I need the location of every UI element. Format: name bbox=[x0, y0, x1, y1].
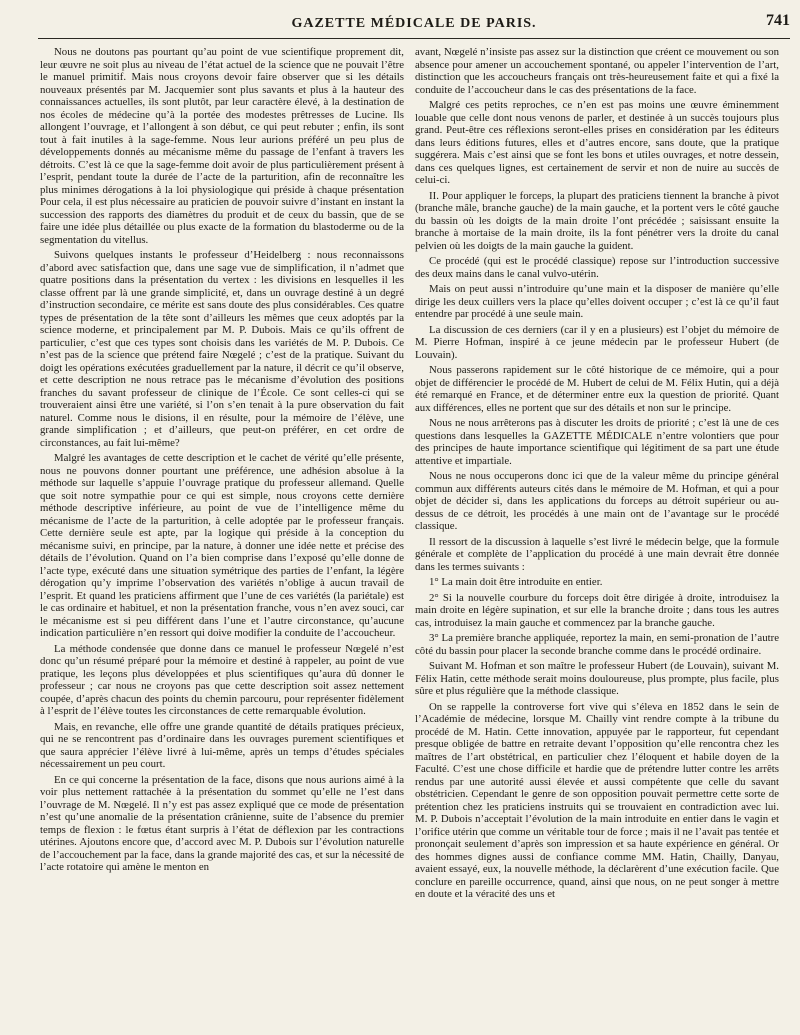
list-item: 1° La main doit être introduite en entier. bbox=[429, 576, 603, 588]
paragraph: Nous ne doutons pas pourtant qu’au point de vue scientifique proprement dit, leur œuvre ne soit plus au niveau de l’état actuel de la science que ne pouvait l’être le manuel primitif. Mais nous croyons devoir faire observer que si les détails nouveaux présentés par M. Jacquemier sont plus savants et plus à la hauteur des connaissances actuelles, ils sont plutôt, par leur caractère élevé, à la destination de nos écoles de médecine qu’à la portée des modestes prêtresses de Lucine. Ils allongent l’ouvrage, et l’allongent à son début, ce qui peut rebuter ; enfin, ils sont tout à fait inutiles à la sage-femme. Nous leur aurions préféré un peu plus de développements donnés au mécanisme même du passage de l’enfant à travers les détroits. C’est là ce que la sage-femme doit avoir de plus particulièrement présent à l’esprit, pendant toute la durée de l’acte de la parturition, afin de reconnaître les plus minimes dérogations à la loi physiologique qui préside à chaque présentation Pour cela, il est plus nécessaire au praticien de pouvoir suivre d’instant en instant la succession des rapports des diamètres du produit et de ceux du bassin, que de se faire une idée plus détaillée ou plus exacte de la formation du blastoderme ou de la segmentation du vitellus. bbox=[40, 46, 404, 246]
right-column bbox=[415, 46, 779, 1030]
paragraph: La discussion de ces derniers (car il y en a plusieurs) est l’objet du mémoire de M. Pierre Hofman, inspiré à ce jeune médecin par le professeur Hubert (de Louvain). bbox=[415, 323, 779, 361]
page-number: 741 bbox=[766, 12, 790, 29]
paragraph: Mais, en revanche, elle offre une grande quantité de détails pratiques précieux, qui ne se rencontrent pas d’ordinaire dans les ouvrages purement scientifiques et que saura apprécier l’élève livré à lui-même, après un temps d’études spéciales nécessairement un peu court. bbox=[40, 720, 404, 770]
list-item: 2° Si la nouvelle courbure du forceps doit être dirigée à droite, introduisez la main droite en légère supination, et sur elle la branche droite ; dans tous les autres cas, introduisez la main gauche et commencez par la branche gauche. bbox=[415, 591, 779, 629]
paragraph: La méthode condensée que donne dans ce manuel le professeur Nœgelé n’est donc qu’un résumé préparé pour la mémoire et destiné à rappeler, au point de vue pratique, les leçons plus développées et plus scientifiques qu’aura dû donner le professeur ; car nous ne croyons pas que cette description soit assez nettement coupée, d’après chacun des points du chemin parcouru, pour représenter fidèlement à l’esprit de l’élève toutes les circonstances de cette remarquable évolution. bbox=[40, 642, 404, 717]
paragraph: Nous passerons rapidement sur le côté historique de ce mémoire, qui a pour objet de différencier le procédé de M. Hubert de celui de M. Félix Hutin, qui a déjà été remarqué en France, et de déterminer entre eux la question de priorité. Quant aux différences, elles ne portent que sur des détails et non sur le principe. bbox=[415, 364, 779, 414]
paragraph: Nous ne nous occuperons donc ici que de la valeur même du principe général commun aux différents auteurs cités dans le mémoire de M. Hofman, et qui a pour objet de décider si, dans les applications du forceps au détroit supérieur ou au-dessus de ce détroit, les procédés à une main ont de l’avantage sur le procédé classique. bbox=[415, 470, 779, 532]
paragraph: II. Pour appliquer le forceps, la plupart des praticiens tiennent la branche à pivot (branche mâle, branche gauche) de la main gauche, et la portent vers le côté gauche du bassin où les doigts de la main droite l’ont précédée ; saisissant ensuite la branche à mortaise de la main droite, ils la font pénétrer vers la droite du canal pelvien où les doigts de la main gauche la guident. bbox=[415, 189, 779, 252]
paragraph: Malgré ces petits reproches, ce n’en est pas moins une œuvre éminemment louable que celle dont nous venons de parler, et destinée à un succès toujours plus grand. Peut-être ces réflexions seront-elles prises en considération par les éditeurs dans leurs éditions futures, elles et d’autres encore, sans doute, que la pratique suggérera. Mais c’est ainsi que se font les bons et utiles ouvrages, et notre dessein, dans ces quelques lignes, est certainement de servir et non de nuire au succès de celui-ci. bbox=[415, 99, 779, 186]
paragraph: Suivons quelques instants le professeur d’Heidelberg : nous reconnaissons d’abord avec satisfaction que, dans une sage vue de simplification, il n’admet que quatre positions dans la présentation du vertex : les divisions en lesquelles il les classe offrent par là une grande simplicité, et, dans un ouvrage destiné à un degré d’instruction secondaire, ce mérite est sans doute des plus considérables. Ces quatre types de présentation de la tête sont d’ailleurs les mêmes que ceux adoptés par la science moderne, et principalement par M. P. Dubois. Mais ce qu’ils offrent de particulier, c’est que ces types sont choisis dans les variétés de M. P. Dubois. Ce n’est pas de la science que prétend faire Nœgelé ; c’est de la pratique. Suivant du doigt les opérations exécutées graduellement par la nature, il décrit ce qu’il observe, et cette description ne nous retrace pas le mécanisme d’évolution des positions franches du savant professeur de clinique de l’École. Ce sont celles-ci qui se trouveraient ainsi être une variété, si l’on s’en tenait à la pure observation du fait naturel. Comme nous le disions, il en résulte, pour la mémoire de l’élève, une grande simplification ; et d’ailleurs, que peut-on préférer, en cet ordre de circonstances, au fait lui-même? bbox=[40, 249, 404, 449]
paragraph: Ce procédé (qui est le procédé classique) repose sur l’introduction successive des deux mains dans le canal vulvo-utérin. bbox=[415, 255, 779, 280]
left-column bbox=[40, 46, 404, 1030]
paragraph: Mais on peut aussi n’introduire qu’une main et la disposer de manière qu’elle dirige les deux cuillers vers la place qu’elles doivent occuper ; c’est là ce qu’il faut entendre par procédé à une seule main. bbox=[415, 283, 779, 320]
page-header bbox=[38, 6, 790, 39]
paragraph: En ce qui concerne la présentation de la face, disons que nous aurions aimé à la voir plus nettement rattachée à la présentation du sommet qu’elle ne l’est dans l’ouvrage de M. Nœgelé. Il n’y est pas assez expliqué que ce mode de présentation n’est qu’une anomalie de la présentation crânienne, suite de l’absence du premier temps de flexion : le fœtus étant surpris à l’état de déflexion par les contractions utérines. Ajoutons encore que, d’accord avec M. P. Dubois sur l’évolution naturelle de l’accouchement par la face, dans la grande majorité des cas, et sur la nécessité de l’acte rotatoire qui amène le menton en bbox=[40, 773, 404, 873]
journal-title: GAZETTE MÉDICALE DE PARIS. bbox=[291, 16, 537, 31]
list-item: 3° La première branche appliquée, reportez la main, en semi-pronation de l’autre côté du bassin pour placer la seconde branche comme dans le procédé ordinaire. bbox=[415, 632, 779, 657]
paragraph: Il ressort de la discussion à laquelle s’est livré le médecin belge, que la formule générale et complète de l’application du procédé à une main devrait être donnée dans les termes suivants : bbox=[415, 535, 779, 573]
paragraph: On se rappelle la controverse fort vive qui s’éleva en 1852 dans le sein de l’Académie de médecine, lorsque M. Chailly vint rendre compte à la tribune du procédé de M. Hatin. Cette innovation, appuyée par le rapporteur, fut cependant presque obligée de battre en retraite devant l’opposition qu’elle rencontra chez les maîtres de l’art obstétrical, en particulier chez l’éloquent et habile doyen de la Faculté. C’est une chose difficile et hardie que de prétendre lutter contre les arrêts rendus par une autorité aussi élevée et aussi compétente que celle du savant obstétricien. Cependant le genre de son opposition pouvait permettre cette sorte de prétention chez les praticiens instruits qui se trouvaient en contradiction avec lui. M. P. Dubois n’acceptait l’évolution de la main introduite en entier dans le vagin et l’orifice utérin que comme un véritable tour de force ; mais il ne l’avait pas tentée et prononçait seulement d’après son impression et sa haute expérience en général. Or des hommes dignes aussi de confiance comme MM. Hatin, Chailly, Danyau, avaient essayé, eux, la nouvelle méthode, la déclarèrent d’une exécution facile. Que conclure en pareille occurrence, quand, ainsi que nous, on ne peut songer à mettre en doute et la véracité des uns et bbox=[415, 700, 779, 900]
paragraph: Nous ne nous arrêterons pas à discuter les droits de priorité ; c’est là une de ces questions dans lesquelles la GAZETTE MÉDICALE n’entre volontiers que pour des principes de haute importance scientifique qui légitiment de sa part une étude attentive et impartiale. bbox=[415, 417, 779, 467]
paragraph: Malgré les avantages de cette description et le cachet de vérité qu’elle présente, nous ne pouvons donner pourtant une préférence, une adhésion absolue à la méthode sur laquelle s’appuie l’ouvrage pratique du professeur allemand. Quelle que soit notre sympathie pour ce qui est simple, nous croyons cette dernière méthode descriptive inférieure, au point de vue de l’intelligence même du mécanisme de l’acte de la parturition, à celle adoptée par le professeur français. Cette dernière seule est apte, par la logique qui préside à la conception du mécanisme suivi, en principe, par la nature, à donner une idée nette et précise des détails de l’évolution. Quand on l’a bien comprise dans l’exposé qu’elle donne de l’acte type, exécuté dans une situation symétrique des parties de l’enfant, la légère dérogation qu’y imprime l’observation des variétés n’oblige à aucun travail de l’esprit. Et quand les praticiens affirment que l’une de ces variétés (la pariétale) est le cas ordinaire et habituel, et non la présentation franche, vous n’en avez souci, car le mécanisme est si peu différent dans l’une et l’autre circonstance, qu’aucune indication particulière n’en ressort qui doive modifier la conduite de l’accoucheur. bbox=[40, 452, 404, 639]
paragraph: Suivant M. Hofman et son maître le professeur Hubert (de Louvain), suivant M. Félix Hatin, cette méthode serait moins douloureuse, plus prompte, plus facile, plus sûre et plus régulière que la méthode classique. bbox=[415, 660, 779, 697]
paragraph: avant, Nœgelé n’insiste pas assez sur la distinction que créent ce mouvement ou son absence pour amener un accouchement spontané, ou appeler l’intervention de l’art, distinction que les accoucheurs français ont très-heureusement faite et qui a fixé la conduite de l’accoucheur dans le cas des présentations de la face. bbox=[415, 46, 779, 96]
